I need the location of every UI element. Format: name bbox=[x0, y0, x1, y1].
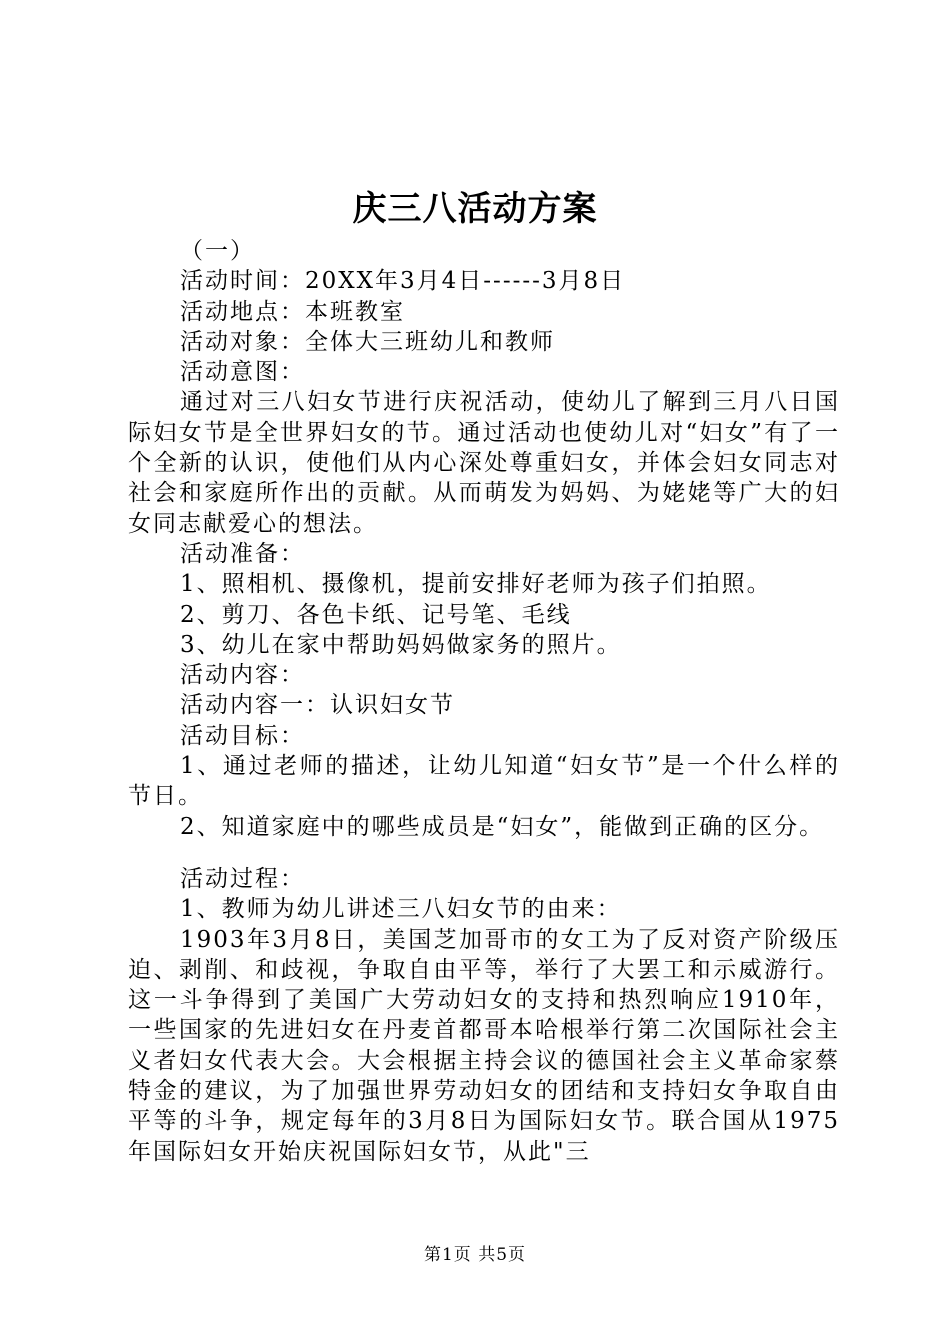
goal-heading: 活动目标： bbox=[180, 722, 305, 749]
goal-item: 1、通过老师的描述，让幼儿知道“妇女节”是一个什么样的节日。 bbox=[128, 753, 840, 810]
goal-item: 2、知道家庭中的哪些成员是“妇女”，能做到正确的区分。 bbox=[180, 813, 825, 840]
prep-item: 1、照相机、摄像机，提前安排好老师为孩子们拍照。 bbox=[180, 571, 772, 598]
prep-item: 3、幼儿在家中帮助妈妈做家务的照片。 bbox=[180, 631, 622, 658]
activity-target: 活动对象：全体大三班幼儿和教师 bbox=[180, 328, 555, 355]
intent-heading: 活动意图： bbox=[180, 359, 305, 386]
activity-place: 活动地点：本班教室 bbox=[180, 298, 405, 325]
activity-time: 活动时间：20XX年3月4日------3月8日 bbox=[180, 268, 626, 295]
page-footer: 第1页 共5页 bbox=[423, 1245, 527, 1265]
content-heading: 活动内容： bbox=[180, 662, 305, 689]
prep-item: 2、剪刀、各色卡纸、记号笔、毛线 bbox=[180, 601, 572, 628]
prep-heading: 活动准备： bbox=[180, 540, 305, 567]
process-heading: 活动过程： bbox=[180, 865, 305, 892]
document-body bbox=[128, 236, 840, 1167]
process-item: 1、教师为幼儿讲述三八妇女节的由来： bbox=[180, 896, 622, 923]
content-one: 活动内容一：认识妇女节 bbox=[180, 692, 455, 719]
document-title: 庆三八活动方案 bbox=[352, 189, 598, 229]
history-paragraph: 1903年3月8日，美国芝加哥市的女工为了反对资产阶级压迫、剥削、和歧视，争取自由平等，举行了大罢工和示威游行。这一斗争得到了美国广大劳动妇女的支持和热烈响应1910年，一些国家的先进妇女在丹麦首都哥本哈根举行第二次国际社会主义者妇女代表大会。大会根据主持会议的德国社会主义革命家蔡特金的建议，为了加强世界劳动妇女的团结和支持妇女争取自由平等的斗争，规定每年的3月8日为国际妇女节。联合国从1975年国际妇女开始庆祝国际妇女节，从此"三 bbox=[128, 926, 840, 1165]
intent-paragraph: 通过对三八妇女节进行庆祝活动，使幼儿了解到三月八日国际妇女节是全世界妇女的节。通过活动也使幼儿对“妇女”有了一个全新的认识，使他们从内心深处尊重妇女，并体会妇女同志对社会和家庭所作出的贡献。从而萌发为妈妈、为姥姥等广大的妇女同志献爱心的想法。 bbox=[128, 389, 840, 537]
blank-line bbox=[128, 842, 840, 864]
section-marker: （一） bbox=[180, 238, 255, 264]
